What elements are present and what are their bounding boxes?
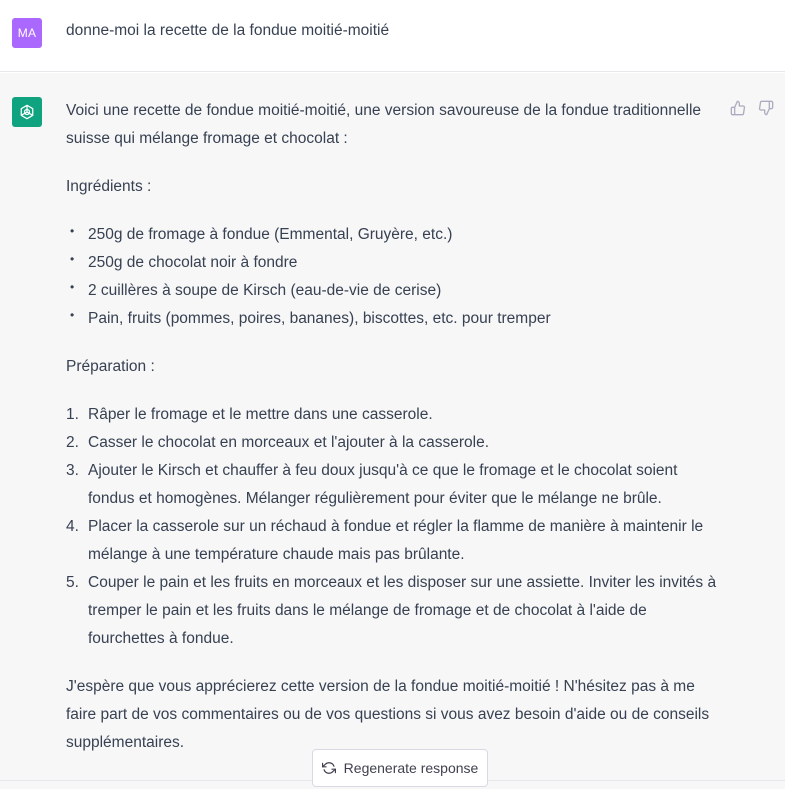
preparation-heading: Préparation : [66, 358, 155, 375]
ingredients-list [66, 221, 726, 333]
list-item [66, 457, 726, 513]
list-item: • 250g de fromage à fondue (Emmental, Gruyère, etc.) [66, 221, 726, 249]
thumbs-down-button[interactable] [757, 99, 775, 117]
step-number: 3. [66, 462, 79, 479]
openai-logo-icon [17, 102, 37, 122]
thumbs-up-icon [730, 100, 746, 116]
list-item: • 2 cuillères à soupe de Kirsch (eau-de-vie de cerise) [66, 277, 726, 305]
assistant-avatar [12, 97, 42, 127]
assistant-closing: J'espère que vous apprécierez cette version de la fondue moitié-moitié ! N'hésitez pas à me faire part de vos commentaires ou de vos questions si vous avez besoin d'aide ou de conseils supplémentaires. [66, 678, 710, 751]
feedback-buttons [729, 99, 775, 117]
user-message-text: donne-moi la recette de la fondue moitié-moitié [66, 22, 390, 39]
step-text: Ajouter le Kirsch et chauffer à feu doux jusqu'à ce que le fromage et le chocolat soient fondus et homogènes. Mélanger régulièrement pour éviter que le mélange ne brûle. [88, 462, 678, 507]
user-message-row [0, 0, 785, 72]
step-number: 5. [66, 574, 79, 591]
list-item [66, 401, 726, 429]
list-item: • Pain, fruits (pommes, poires, bananes), biscottes, etc. pour tremper [66, 305, 726, 333]
steps-list [66, 401, 726, 653]
ingredients-heading: Ingrédients : [66, 178, 152, 195]
list-item [66, 429, 726, 457]
step-text: Râper le fromage et le mettre dans une casserole. [88, 406, 433, 423]
refresh-icon [322, 761, 336, 775]
list-item [66, 513, 726, 569]
thumbs-up-button[interactable] [729, 99, 747, 117]
step-number: 2. [66, 434, 79, 451]
regenerate-label: Regenerate response [343, 760, 479, 776]
list-item [66, 569, 726, 653]
step-number: 1. [66, 406, 79, 423]
step-text: Couper le pain et les fruits en morceaux et les disposer sur une assiette. Inviter les invités à tremper le pain et les fruits dans le mélange de fromage et de chocolat à l'aide de fourchettes à fondue. [88, 574, 717, 647]
step-text: Casser le chocolat en morceaux et l'ajouter à la casserole. [88, 434, 489, 451]
step-number: 4. [66, 518, 79, 535]
assistant-intro: Voici une recette de fondue moitié-moitié, une version savoureuse de la fondue traditionnelle suisse qui mélange fromage et chocolat : [66, 102, 702, 147]
assistant-message-row [0, 73, 785, 789]
regenerate-response-button[interactable] [312, 749, 488, 787]
assistant-message-content [66, 97, 726, 777]
step-text: Placer la casserole sur un réchaud à fondue et régler la flamme de manière à maintenir le mélange à une température chaude mais pas brûlante. [88, 518, 704, 563]
list-item: • 250g de chocolat noir à fondre [66, 249, 726, 277]
user-avatar-initials: MA [17, 26, 37, 40]
thumbs-down-icon [758, 100, 774, 116]
user-avatar [12, 18, 42, 48]
